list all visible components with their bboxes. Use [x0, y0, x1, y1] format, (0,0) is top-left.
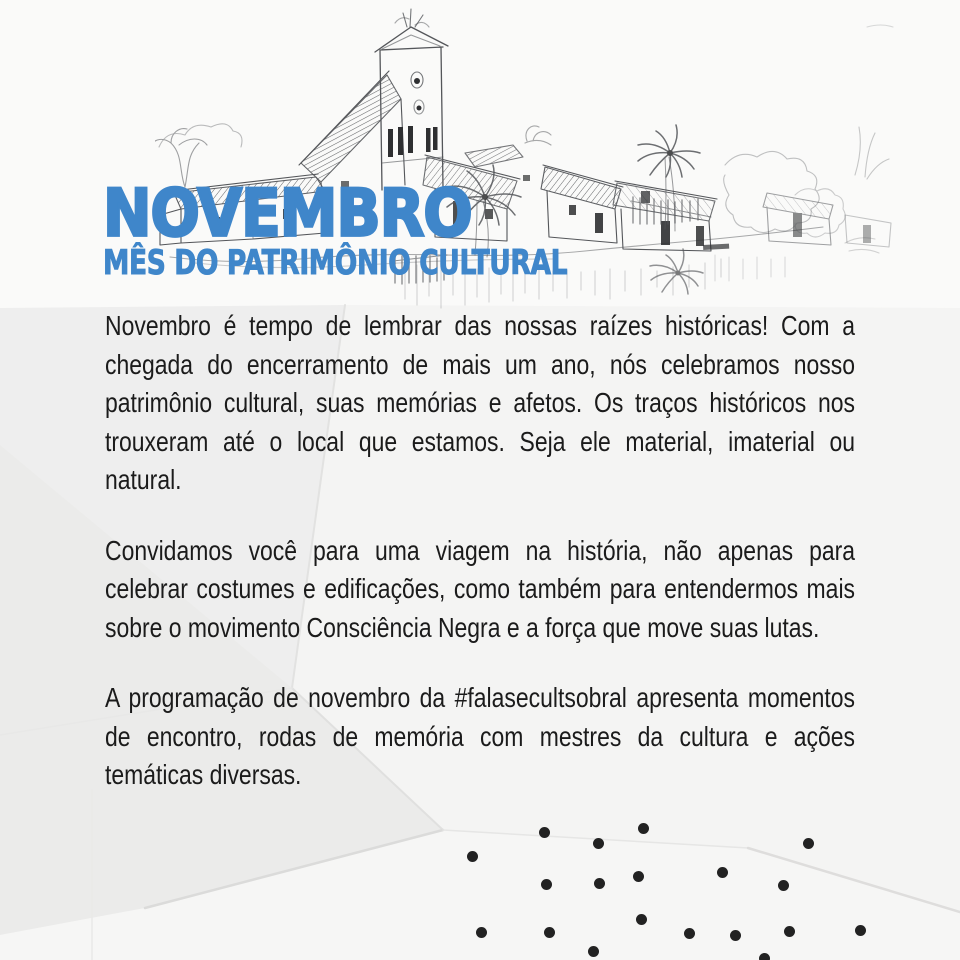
paragraph-raizes-historicas: Novembro é tempo de lembrar das nossas raízes históricas! Com a chegada do encerramento de mais um ano, nós celebramos nosso patrimônio cultural, suas memórias e afetos. Os traços históricos nos trouxeram até o local que estamos. Seja ele material, imaterial ou natural.	[105, 310, 856, 495]
title-block	[103, 174, 698, 283]
poster-subtitle: MÊS DO PATRIMÔNIO CULTURAL	[103, 242, 568, 283]
body-text	[105, 307, 855, 827]
paragraph-viagem-na-historia: Convidamos você para uma viagem na história, não apenas para celebrar costumes e edificações, como também para entendermos mais sobre o movimento Consciência Negra e a força que move suas lutas.	[105, 534, 856, 643]
poster-title: NOVEMBRO	[103, 174, 472, 252]
paragraph-programacao-novembro: A programação de novembro da #falasecultsobral apresenta momentos de encontro, rodas de memória com mestres da cultura e ações temáticas diversas.	[105, 682, 856, 790]
